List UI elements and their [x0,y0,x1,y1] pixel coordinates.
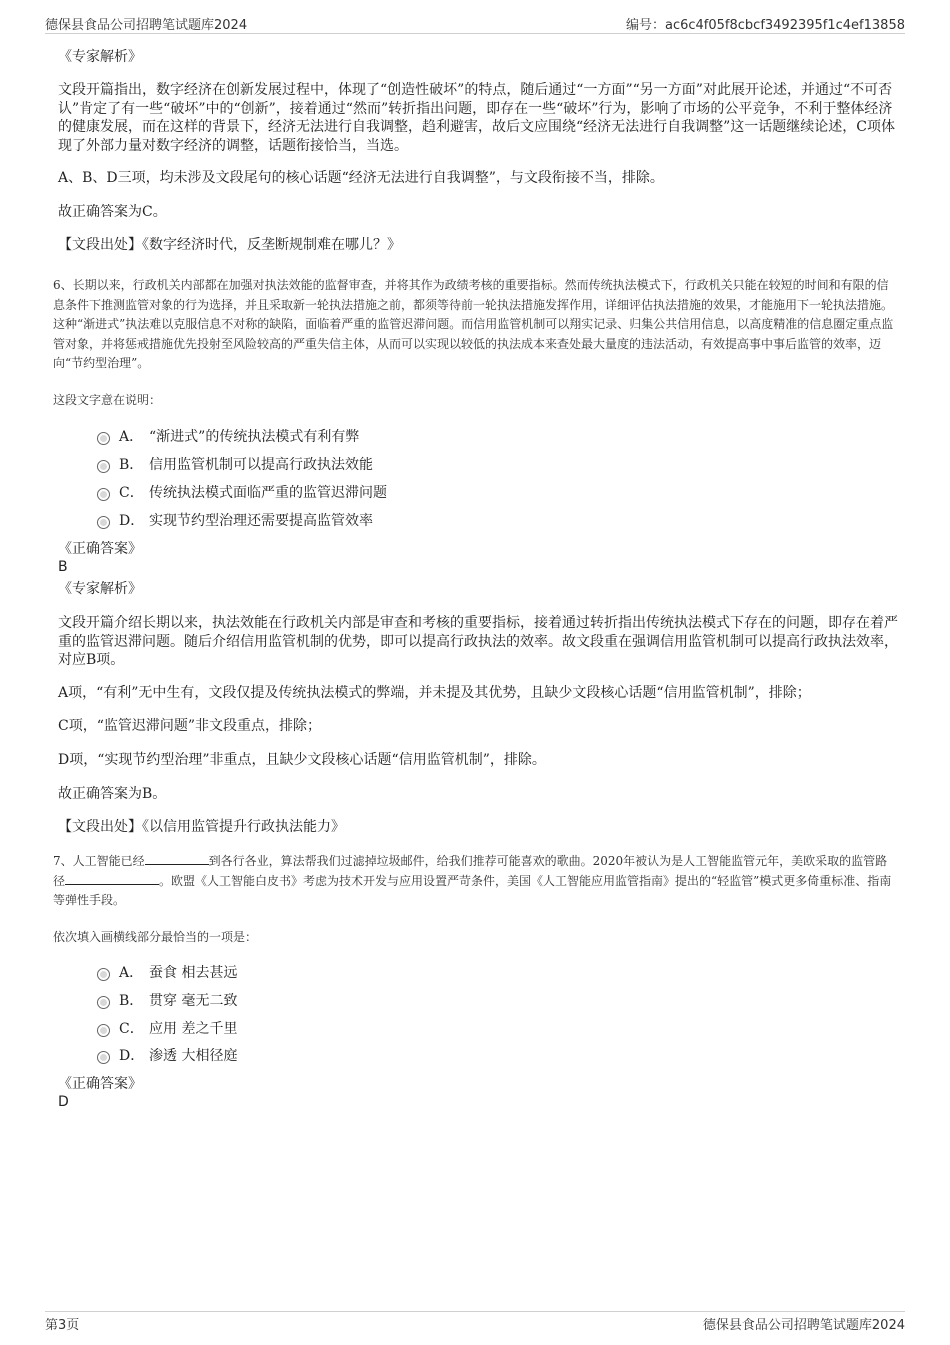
document-id: 编号：ac6c4f05f8cbcf3492395f1c4ef13858 [626,18,905,33]
q6-prompt: 这段文字意在说明： [53,393,162,407]
q5-analysis-paragraph-3: 故正确答案为C。 [58,204,167,220]
radio-button[interactable] [97,488,110,501]
q7-answer-title: 《正确答案》 [58,1076,142,1092]
q5-analysis-paragraph-1: 文段开篇指出，数字经济在创新发展过程中，体现了“创造性破坏”的特点，随后通过“一方面”“另一方面”对此展开论述，并通过“不可否认”肯定了有一些“破坏”中的“创新”，接着通过“然而”转折指出问题，即存在一些“破坏”行为，影响了市场的公平竞争，不利于整体经济的健康发展，而在这样的背景下，经济无法进行自我调整，趋利避害，故后文应围绕“经济无法进行自我调整”这一话题继续论述，C项体现了外部力量对数字经济的调整，话题衔接恰当，当选。 [58,82,896,154]
q7-prompt: 依次填入画横线部分最恰当的一项是： [53,930,258,944]
q6-option-c[interactable]: C． 传统执法模式面临严重的监管迟滞问题 [97,482,387,502]
q6-answer: B [58,559,68,575]
radio-button[interactable] [97,460,110,473]
radio-button[interactable] [97,1051,110,1064]
q7-option-c[interactable]: C． 应用 差之千里 [97,1018,237,1038]
q6-answer-title: 《正确答案》 [58,541,142,557]
q7-option-a[interactable]: A． 蚕食 相去甚远 [97,962,237,982]
page-number: 第3页 [45,1318,80,1333]
header-divider [45,33,905,34]
radio-button[interactable] [97,968,110,981]
q7-stem: 7、人工智能已经 到各行各业，算法帮我们过滤掉垃圾邮件，给我们推荐可能喜欢的歌曲。2020年被认为是人工智能监管元年，美欧采取的监管路径 。欧盟《人工智能白皮书》考虑为技术开发与应用设置严苛条件，美国《人工智能应用监管指南》提出的“轻监管”模式更多倚重标准、指南等弹性手段。 [53,854,892,907]
q6-analysis-paragraph-1: 文段开篇介绍长期以来，执法效能在行政机关内部是审查和考核的重要指标，接着通过转折指出传统执法模式下存在的问题，即存在着严重的监管迟滞问题。随后介绍信用监管机制的优势，即可以提高行政执法的效率。故文段重在强调信用监管机制可以提高行政执法效率，对应B项。 [58,615,898,668]
radio-button[interactable] [97,996,110,1009]
q6-option-b[interactable]: B． 信用监管机制可以提高行政执法效能 [97,454,373,474]
q5-analysis-paragraph-2: A、B、D三项，均未涉及文段尾句的核心话题“经济无法进行自我调整”，与文段衔接不当，排除。 [58,170,664,186]
fill-blank-1 [145,852,209,865]
q7-option-b[interactable]: B． 贯穿 毫无二致 [97,990,237,1010]
q6-source: 【文段出处】《以信用监管提升行政执法能力》 [58,819,345,835]
q6-analysis-paragraph-2: A项，“有利”无中生有，文段仅提及传统执法模式的弊端，并未提及其优势，且缺少文段核心话题“信用监管机制”，排除； [58,685,811,701]
fill-blank-2 [65,872,159,885]
q6-analysis-paragraph-5: 故正确答案为B。 [58,786,167,802]
q7-option-d[interactable]: D． 渗透 大相径庭 [97,1045,237,1065]
q6-stem: 6、长期以来，行政机关内部都在加强对执法效能的监督审查，并将其作为政绩考核的重要指标。然而传统执法模式下，行政机关只能在较短的时间和有限的信息条件下推测监管对象的行为选择，并且采取新一轮执法措施之前，都须等待前一轮执法措施发挥作用，详细评估执法措施的效果，才能施用下一轮执法措施。这种“渐进式”执法难以克服信息不对称的缺陷，面临着严重的监管迟滞问题。而信用监管机制可以翔实记录、归集公共信用信息，以高度精准的信息圈定重点监管对象，并将惩戒措施优先投射至风险较高的严重失信主体，从而可以实现以较低的执法成本来查处最大量度的违法活动，有效提高事中事后监管的效率，迈向“节约型治理”。 [53,278,894,370]
q6-option-d[interactable]: D． 实现节约型治理还需要提高监管效率 [97,510,373,530]
radio-button[interactable] [97,432,110,445]
q6-analysis-paragraph-3: C项，“监管迟滞问题”非文段重点，排除； [58,718,322,734]
footer-title: 德保县食品公司招聘笔试题库2024 [702,1318,905,1333]
q5-analysis-title: 《专家解析》 [58,49,142,65]
q6-option-a[interactable]: A． “渐进式”的传统执法模式有利有弊 [97,426,359,446]
radio-button[interactable] [97,516,110,529]
q6-analysis-title: 《专家解析》 [58,581,142,597]
q5-source: 【文段出处】《数字经济时代，反垄断规制难在哪儿？》 [58,237,401,253]
q6-analysis-paragraph-4: D项，“实现节约型治理”非重点，且缺少文段核心话题“信用监管机制”，排除。 [58,752,546,768]
radio-button[interactable] [97,1024,110,1037]
footer-divider [45,1311,905,1312]
q7-answer: D [58,1094,69,1110]
header-title: 德保县食品公司招聘笔试题库2024 [45,18,248,33]
